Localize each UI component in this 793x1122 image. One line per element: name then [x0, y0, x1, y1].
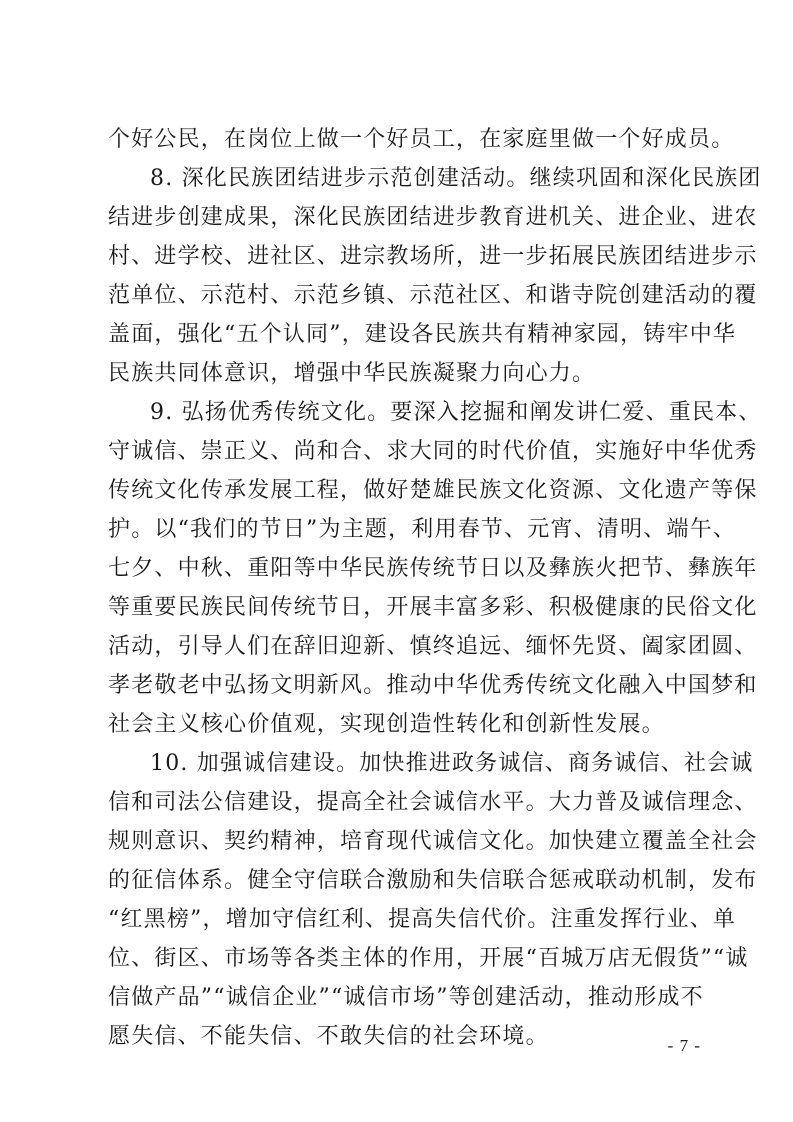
text-line: 孝老敬老中弘扬文明新风。推动中华优秀传统文化融入中国梦和 [108, 673, 758, 698]
text-line: 活动，引导人们在辞旧迎新、慎终追远、缅怀先贤、阖家团圆、 [108, 634, 758, 659]
text-line: 个好公民，在岗位上做一个好员工，在家庭里做一个好成员。 [108, 127, 735, 152]
text-line: 盖面，强化“五个认同”，建设各民族共有精神家园，铸牢中华 [108, 322, 737, 347]
text-line: 信做产品”“诚信企业”“诚信市场”等创建活动，推动形成不 [108, 985, 704, 1010]
page-number: - 7 - [667, 1036, 701, 1055]
text-line: 民族共同体意识，增强中华民族凝聚力向心力。 [108, 361, 596, 386]
text-line: 七夕、中秋、重阳等中华民族传统节日以及彝族火把节、彝族年 [108, 556, 758, 581]
text-line: 范单位、示范村、示范乡镇、示范社区、和谐寺院创建活动的覆 [108, 283, 758, 308]
text-line: 社会主义核心价值观，实现创造性转化和创新性发展。 [108, 712, 665, 737]
text-line: 信和司法公信建设，提高全社会诚信水平。大力普及诚信理念、 [108, 790, 758, 815]
text-line: 位、街区、市场等各类主体的作用，开展“百城万店无假货”“诚 [108, 946, 749, 971]
text-line: 10. 加强诚信建设。加快推进政务诚信、商务诚信、社会诚 [150, 751, 754, 776]
text-line: 的征信体系。健全守信联合激励和失信联合惩戒联动机制，发布 [108, 868, 758, 893]
text-line: 守诚信、崇正义、尚和合、求大同的时代价值，实施好中华优秀 [108, 439, 758, 464]
text-line: 等重要民族民间传统节日，开展丰富多彩、积极健康的民俗文化 [108, 595, 758, 620]
text-line: 愿失信、不能失信、不敢失信的社会环境。 [108, 1024, 549, 1049]
text-line: 规则意识、契约精神，培育现代诚信文化。加快建立覆盖全社会 [108, 829, 758, 854]
text-line: “红黑榜”，增加守信红利、提高失信代价。注重发挥行业、单 [108, 907, 737, 932]
text-line: 村、进学校、进社区、进宗教场所，进一步拓展民族团结进步示 [108, 244, 758, 269]
text-line: 9. 弘扬优秀传统文化。要深入挖掘和阐发讲仁爱、重民本、 [150, 400, 762, 425]
text-line: 结进步创建成果，深化民族团结进步教育进机关、进企业、进农 [108, 205, 758, 230]
text-line: 护。以“我们的节日”为主题，利用春节、元宵、清明、端午、 [108, 517, 737, 542]
text-line: 8. 深化民族团结进步示范创建活动。继续巩固和深化民族团 [150, 166, 762, 191]
text-line: 传统文化传承发展工程，做好楚雄民族文化资源、文化遗产等保 [108, 478, 758, 503]
